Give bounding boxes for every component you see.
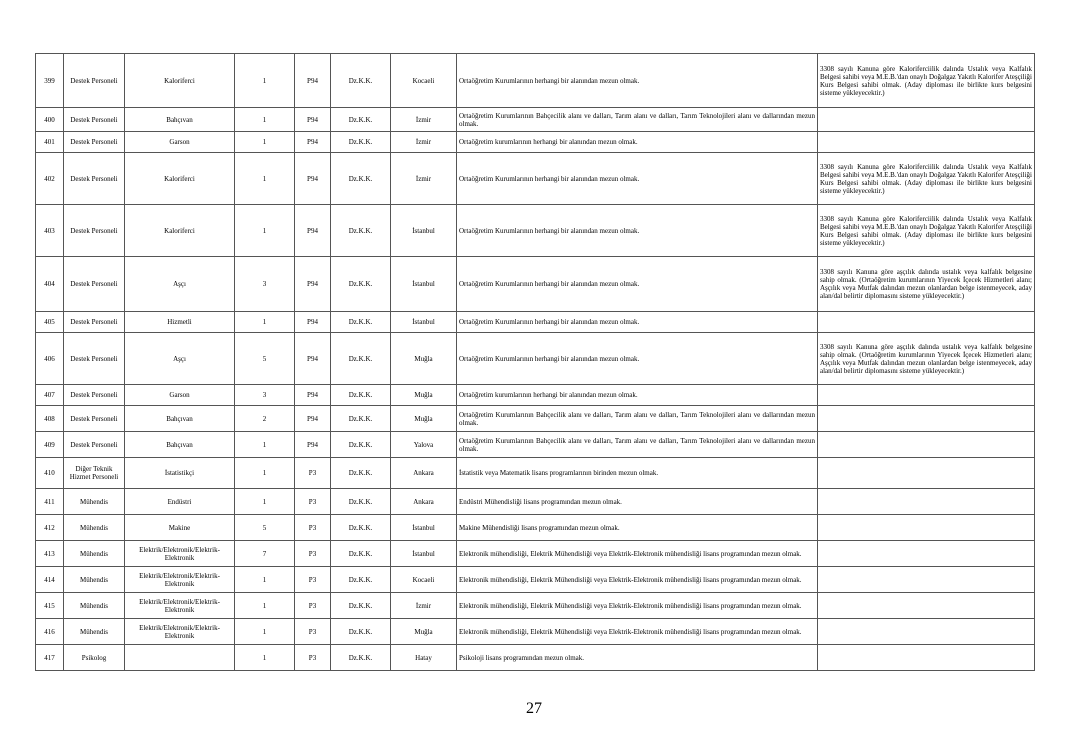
cell-class: Mühendis (64, 567, 125, 593)
cell-city: Muğla (391, 406, 457, 432)
cell-notes (818, 406, 1035, 432)
cell-city: İzmir (391, 153, 457, 205)
cell-city: Muğla (391, 333, 457, 385)
cell-city: İzmir (391, 108, 457, 132)
cell-title: Aşçı (125, 257, 235, 312)
cell-institution: Dz.K.K. (331, 567, 391, 593)
cell-class: Destek Personeli (64, 406, 125, 432)
cell-notes (818, 515, 1035, 541)
cell-institution: Dz.K.K. (331, 312, 391, 333)
cell-qualification: Ortaöğretim Kurumlarının Bahçecilik alanı ve dalları, Tarım alanı ve dalları, Tarım Teknolojileri alanı ve dallarından mezun olmak. (457, 432, 818, 458)
table-body (36, 54, 1035, 671)
table-row (36, 541, 1035, 567)
cell-no: 409 (36, 432, 64, 458)
positions-table (35, 53, 1035, 671)
table-row (36, 54, 1035, 108)
cell-qualification: Ortaöğretim Kurumlarının herhangi bir alanından mezun olmak. (457, 312, 818, 333)
cell-no: 399 (36, 54, 64, 108)
cell-no: 415 (36, 593, 64, 619)
cell-city: İstanbul (391, 257, 457, 312)
cell-title: Aşçı (125, 333, 235, 385)
cell-score-type: P94 (295, 333, 331, 385)
cell-no: 407 (36, 385, 64, 406)
table-row (36, 406, 1035, 432)
table-row (36, 515, 1035, 541)
cell-count: 1 (235, 54, 295, 108)
table-row (36, 108, 1035, 132)
cell-score-type: P3 (295, 541, 331, 567)
cell-no: 416 (36, 619, 64, 645)
cell-no: 412 (36, 515, 64, 541)
cell-title: İstatistikçi (125, 458, 235, 489)
cell-city: İstanbul (391, 312, 457, 333)
cell-score-type: P3 (295, 489, 331, 515)
cell-city: İzmir (391, 593, 457, 619)
cell-class: Destek Personeli (64, 132, 125, 153)
cell-qualification: Psikoloji lisans programından mezun olmak. (457, 645, 818, 671)
cell-institution: Dz.K.K. (331, 205, 391, 257)
cell-class: Destek Personeli (64, 333, 125, 385)
cell-title: Bahçıvan (125, 432, 235, 458)
cell-city: İstanbul (391, 515, 457, 541)
cell-title: Bahçıvan (125, 108, 235, 132)
cell-score-type: P94 (295, 108, 331, 132)
cell-count: 1 (235, 205, 295, 257)
cell-notes (818, 619, 1035, 645)
cell-qualification: Ortaöğretim kurumlarının herhangi bir alanından mezun olmak. (457, 385, 818, 406)
cell-no: 401 (36, 132, 64, 153)
table-row (36, 153, 1035, 205)
cell-title: Garson (125, 385, 235, 406)
cell-city: Kocaeli (391, 54, 457, 108)
cell-count: 1 (235, 153, 295, 205)
cell-score-type: P3 (295, 619, 331, 645)
cell-qualification: Ortaöğretim Kurumlarının Bahçecilik alanı ve dalları, Tarım alanı ve dalları, Tarım Teknolojileri alanı ve dallarından mezun olmak. (457, 406, 818, 432)
table-row (36, 333, 1035, 385)
cell-title: Kaloriferci (125, 54, 235, 108)
cell-count: 1 (235, 312, 295, 333)
table-row (36, 312, 1035, 333)
cell-title: Kaloriferci (125, 153, 235, 205)
cell-qualification: Ortaöğretim Kurumlarının herhangi bir alanından mezun olmak. (457, 205, 818, 257)
cell-city: Ankara (391, 458, 457, 489)
cell-class: Destek Personeli (64, 432, 125, 458)
cell-score-type: P94 (295, 385, 331, 406)
cell-institution: Dz.K.K. (331, 54, 391, 108)
cell-title: Bahçıvan (125, 406, 235, 432)
cell-count: 3 (235, 385, 295, 406)
cell-score-type: P94 (295, 132, 331, 153)
cell-qualification: Endüstri Mühendisliği lisans programından mezun olmak. (457, 489, 818, 515)
cell-institution: Dz.K.K. (331, 593, 391, 619)
cell-notes (818, 312, 1035, 333)
cell-city: Hatay (391, 645, 457, 671)
cell-title (125, 645, 235, 671)
cell-no: 414 (36, 567, 64, 593)
cell-city: İstanbul (391, 541, 457, 567)
cell-qualification: Ortaöğretim Kurumlarının herhangi bir alanından mezun olmak. (457, 333, 818, 385)
table-row (36, 619, 1035, 645)
cell-institution: Dz.K.K. (331, 257, 391, 312)
cell-notes (818, 432, 1035, 458)
table-row (36, 132, 1035, 153)
cell-class: Mühendis (64, 593, 125, 619)
cell-count: 1 (235, 645, 295, 671)
cell-count: 1 (235, 619, 295, 645)
cell-institution: Dz.K.K. (331, 132, 391, 153)
cell-qualification: İstatistik veya Matematik lisans programlarının birinden mezun olmak. (457, 458, 818, 489)
cell-qualification: Ortaöğretim Kurumlarının Bahçecilik alanı ve dalları, Tarım alanı ve dalları, Tarım Teknolojileri alanı ve dallarından mezun olmak. (457, 108, 818, 132)
cell-institution: Dz.K.K. (331, 333, 391, 385)
cell-class: Mühendis (64, 619, 125, 645)
cell-count: 1 (235, 489, 295, 515)
cell-no: 417 (36, 645, 64, 671)
cell-score-type: P94 (295, 312, 331, 333)
cell-class: Mühendis (64, 541, 125, 567)
cell-notes: 3308 sayılı Kanuna göre Kaloriferciilik dalında Ustalık veya Kalfalık Belgesi sahibi veya M.E.B.'dan onaylı Doğalgaz Yakıtlı Kalorifer Ateşçiliği Kurs Belgesi sahibi olmak. (Aday diploması ile birlikte kurs belgesini sisteme yükleyecektir.) (818, 205, 1035, 257)
cell-city: Muğla (391, 385, 457, 406)
cell-notes (818, 489, 1035, 515)
cell-count: 1 (235, 132, 295, 153)
table-row (36, 432, 1035, 458)
cell-notes: 3308 sayılı Kanuna göre aşçılık dalında ustalık veya kalfalık belgesine sahip olmak. (Ortaöğretim kurumlarının Yiyecek İçecek Hizmetleri alanı; Aşçılık veya Mutfak dalından mezun olanlardan belge istenmeyecek, aday alan/dal belirtir diplomasını sisteme yükleyecektir.) (818, 333, 1035, 385)
cell-title: Endüstri (125, 489, 235, 515)
cell-score-type: P94 (295, 257, 331, 312)
cell-notes (818, 541, 1035, 567)
cell-score-type: P94 (295, 205, 331, 257)
cell-qualification: Elektronik mühendisliği, Elektrik Mühendisliği veya Elektrik-Elektronik mühendisliği lisans programından mezun olmak. (457, 541, 818, 567)
cell-count: 7 (235, 541, 295, 567)
cell-title: Elektrik/Elektronik/Elektrik-Elektronik (125, 541, 235, 567)
cell-class: Diğer Teknik Hizmet Personeli (64, 458, 125, 489)
table-row (36, 593, 1035, 619)
table-row (36, 385, 1035, 406)
cell-class: Destek Personeli (64, 312, 125, 333)
cell-count: 1 (235, 108, 295, 132)
cell-count: 5 (235, 515, 295, 541)
cell-qualification: Ortaöğretim Kurumlarının herhangi bir alanından mezun olmak. (457, 54, 818, 108)
cell-title: Elektrik/Elektronik/Elektrik-Elektronik (125, 593, 235, 619)
cell-institution: Dz.K.K. (331, 108, 391, 132)
cell-city: İzmir (391, 132, 457, 153)
cell-class: Psikolog (64, 645, 125, 671)
cell-count: 1 (235, 458, 295, 489)
cell-notes: 3308 sayılı Kanuna göre Kaloriferciilik dalında Ustalık veya Kalfalık Belgesi sahibi veya M.E.B.'dan onaylı Doğalgaz Yakıtlı Kalorifer Ateşçiliği Kurs Belgesi sahibi olmak. (Aday diploması ile birlikte kurs belgesini sisteme yükleyecektir.) (818, 54, 1035, 108)
cell-count: 3 (235, 257, 295, 312)
cell-class: Destek Personeli (64, 108, 125, 132)
cell-no: 402 (36, 153, 64, 205)
cell-count: 1 (235, 593, 295, 619)
cell-notes (818, 132, 1035, 153)
page-number: 27 (526, 700, 542, 717)
cell-institution: Dz.K.K. (331, 432, 391, 458)
cell-count: 1 (235, 432, 295, 458)
cell-notes (818, 385, 1035, 406)
cell-score-type: P94 (295, 406, 331, 432)
cell-count: 2 (235, 406, 295, 432)
cell-score-type: P3 (295, 458, 331, 489)
cell-institution: Dz.K.K. (331, 489, 391, 515)
cell-score-type: P3 (295, 645, 331, 671)
cell-score-type: P94 (295, 432, 331, 458)
cell-city: İstanbul (391, 205, 457, 257)
cell-class: Destek Personeli (64, 54, 125, 108)
cell-no: 406 (36, 333, 64, 385)
cell-title: Makine (125, 515, 235, 541)
cell-qualification: Elektronik mühendisliği, Elektrik Mühendisliği veya Elektrik-Elektronik mühendisliği lisans programından mezun olmak. (457, 567, 818, 593)
cell-city: Kocaeli (391, 567, 457, 593)
cell-no: 403 (36, 205, 64, 257)
cell-notes (818, 567, 1035, 593)
table-row (36, 205, 1035, 257)
cell-title: Elektrik/Elektronik/Elektrik-Elektronik (125, 567, 235, 593)
cell-score-type: P3 (295, 593, 331, 619)
cell-class: Mühendis (64, 515, 125, 541)
cell-notes (818, 645, 1035, 671)
cell-no: 405 (36, 312, 64, 333)
cell-count: 1 (235, 567, 295, 593)
cell-score-type: P3 (295, 515, 331, 541)
cell-institution: Dz.K.K. (331, 385, 391, 406)
cell-institution: Dz.K.K. (331, 153, 391, 205)
cell-class: Destek Personeli (64, 153, 125, 205)
cell-institution: Dz.K.K. (331, 645, 391, 671)
cell-institution: Dz.K.K. (331, 406, 391, 432)
cell-class: Destek Personeli (64, 257, 125, 312)
cell-institution: Dz.K.K. (331, 458, 391, 489)
cell-institution: Dz.K.K. (331, 541, 391, 567)
cell-score-type: P3 (295, 567, 331, 593)
cell-no: 411 (36, 489, 64, 515)
table-row (36, 257, 1035, 312)
cell-qualification: Makine Mühendisliği lisans programından mezun olmak. (457, 515, 818, 541)
cell-no: 413 (36, 541, 64, 567)
cell-no: 408 (36, 406, 64, 432)
table-row (36, 645, 1035, 671)
cell-class: Mühendis (64, 489, 125, 515)
cell-notes (818, 458, 1035, 489)
cell-qualification: Ortaöğretim kurumlarının herhangi bir alanından mezun olmak. (457, 132, 818, 153)
table-row (36, 458, 1035, 489)
cell-class: Destek Personeli (64, 385, 125, 406)
cell-title: Elektrik/Elektronik/Elektrik-Elektronik (125, 619, 235, 645)
cell-title: Garson (125, 132, 235, 153)
cell-qualification: Ortaöğretim Kurumlarının herhangi bir alanından mezun olmak. (457, 257, 818, 312)
cell-no: 400 (36, 108, 64, 132)
cell-city: Yalova (391, 432, 457, 458)
cell-qualification: Elektronik mühendisliği, Elektrik Mühendisliği veya Elektrik-Elektronik mühendisliği lisans programından mezun olmak. (457, 593, 818, 619)
cell-count: 5 (235, 333, 295, 385)
cell-institution: Dz.K.K. (331, 619, 391, 645)
cell-no: 410 (36, 458, 64, 489)
cell-title: Kaloriferci (125, 205, 235, 257)
table-row (36, 489, 1035, 515)
cell-notes (818, 593, 1035, 619)
cell-class: Destek Personeli (64, 205, 125, 257)
table-row (36, 567, 1035, 593)
cell-score-type: P94 (295, 54, 331, 108)
cell-institution: Dz.K.K. (331, 515, 391, 541)
cell-notes: 3308 sayılı Kanuna göre Kaloriferciilik dalında Ustalık veya Kalfalık Belgesi sahibi veya M.E.B.'dan onaylı Doğalgaz Yakıtlı Kalorifer Ateşçiliği Kurs Belgesi sahibi olmak. (Aday diploması ile birlikte kurs belgesini sisteme yükleyecektir.) (818, 153, 1035, 205)
cell-title: Hizmetli (125, 312, 235, 333)
cell-city: Ankara (391, 489, 457, 515)
cell-notes (818, 108, 1035, 132)
cell-notes: 3308 sayılı Kanuna göre aşçılık dalında ustalık veya kalfalık belgesine sahip olmak. (Ortaöğretim kurumlarının Yiyecek İçecek Hizmetleri alanı; Aşçılık veya Mutfak dalından mezun olanlardan belge istenmeyecek, aday alan/dal belirtir diplomasını sisteme yükleyecektir.) (818, 257, 1035, 312)
cell-score-type: P94 (295, 153, 331, 205)
cell-qualification: Elektronik mühendisliği, Elektrik Mühendisliği veya Elektrik-Elektronik mühendisliği lisans programından mezun olmak. (457, 619, 818, 645)
cell-city: Muğla (391, 619, 457, 645)
cell-qualification: Ortaöğretim Kurumlarının herhangi bir alanından mezun olmak. (457, 153, 818, 205)
cell-no: 404 (36, 257, 64, 312)
